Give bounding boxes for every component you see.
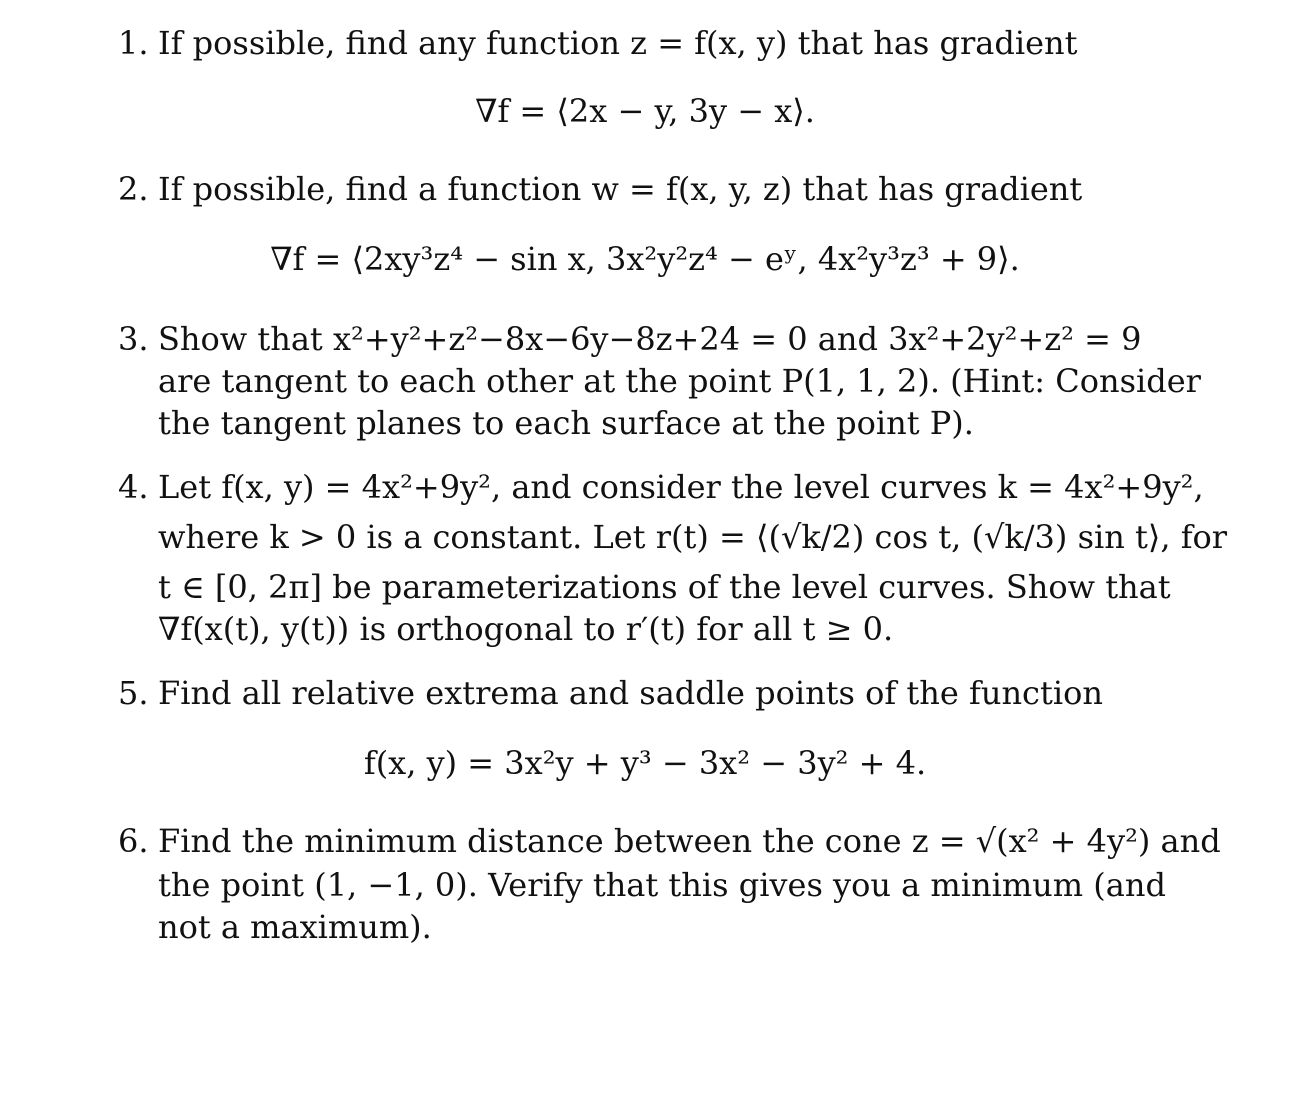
- problem-2-equation: ∇f = ⟨2xy³z⁴ − sin x, 3x²y²z⁴ − eʸ, 4x²y³z³ + 9⟩.: [270, 240, 1020, 278]
- problem-2-number: 2.: [118, 170, 149, 208]
- problem-1-equation: ∇f = ⟨2x − y, 3y − x⟩.: [475, 92, 815, 130]
- problem-6-line-3: not a maximum).: [158, 908, 432, 946]
- problem-3-line-1: Show that x²+y²+z²−8x−6y−8z+24 = 0 and 3x²+2y²+z² = 9: [158, 320, 1142, 358]
- problem-4-number: 4.: [118, 468, 149, 506]
- problem-2-text: If possible, find a function w = f(x, y, z) that has gradient: [158, 170, 1083, 208]
- problem-1-number: 1.: [118, 24, 149, 62]
- problem-6-line-2: the point (1, −1, 0). Verify that this gives you a minimum (and: [158, 866, 1166, 904]
- problem-3-line-3: the tangent planes to each surface at the point P).: [158, 404, 974, 442]
- problem-6-line-1: Find the minimum distance between the cone z = √(x² + 4y²) and: [158, 822, 1221, 860]
- problem-1-text: If possible, find any function z = f(x, y) that has gradient: [158, 24, 1078, 62]
- problem-4-line-3: t ∈ [0, 2π] be parameterizations of the level curves. Show that: [158, 568, 1171, 606]
- problem-4-line-1: Let f(x, y) = 4x²+9y², and consider the level curves k = 4x²+9y²,: [158, 468, 1204, 506]
- problem-6-number: 6.: [118, 822, 149, 860]
- problem-4-line-4: ∇f(x(t), y(t)) is orthogonal to r′(t) for all t ≥ 0.: [158, 610, 894, 648]
- problem-3-line-2: are tangent to each other at the point P(1, 1, 2). (Hint: Consider: [158, 362, 1201, 400]
- problem-4-line-2: where k > 0 is a constant. Let r(t) = ⟨(√k/2) cos t, (√k/3) sin t⟩, for: [158, 518, 1228, 556]
- problem-5-equation: f(x, y) = 3x²y + y³ − 3x² − 3y² + 4.: [363, 744, 927, 782]
- problem-3-number: 3.: [118, 320, 149, 358]
- problem-5-text: Find all relative extrema and saddle points of the function: [158, 674, 1103, 712]
- problem-5-number: 5.: [118, 674, 149, 712]
